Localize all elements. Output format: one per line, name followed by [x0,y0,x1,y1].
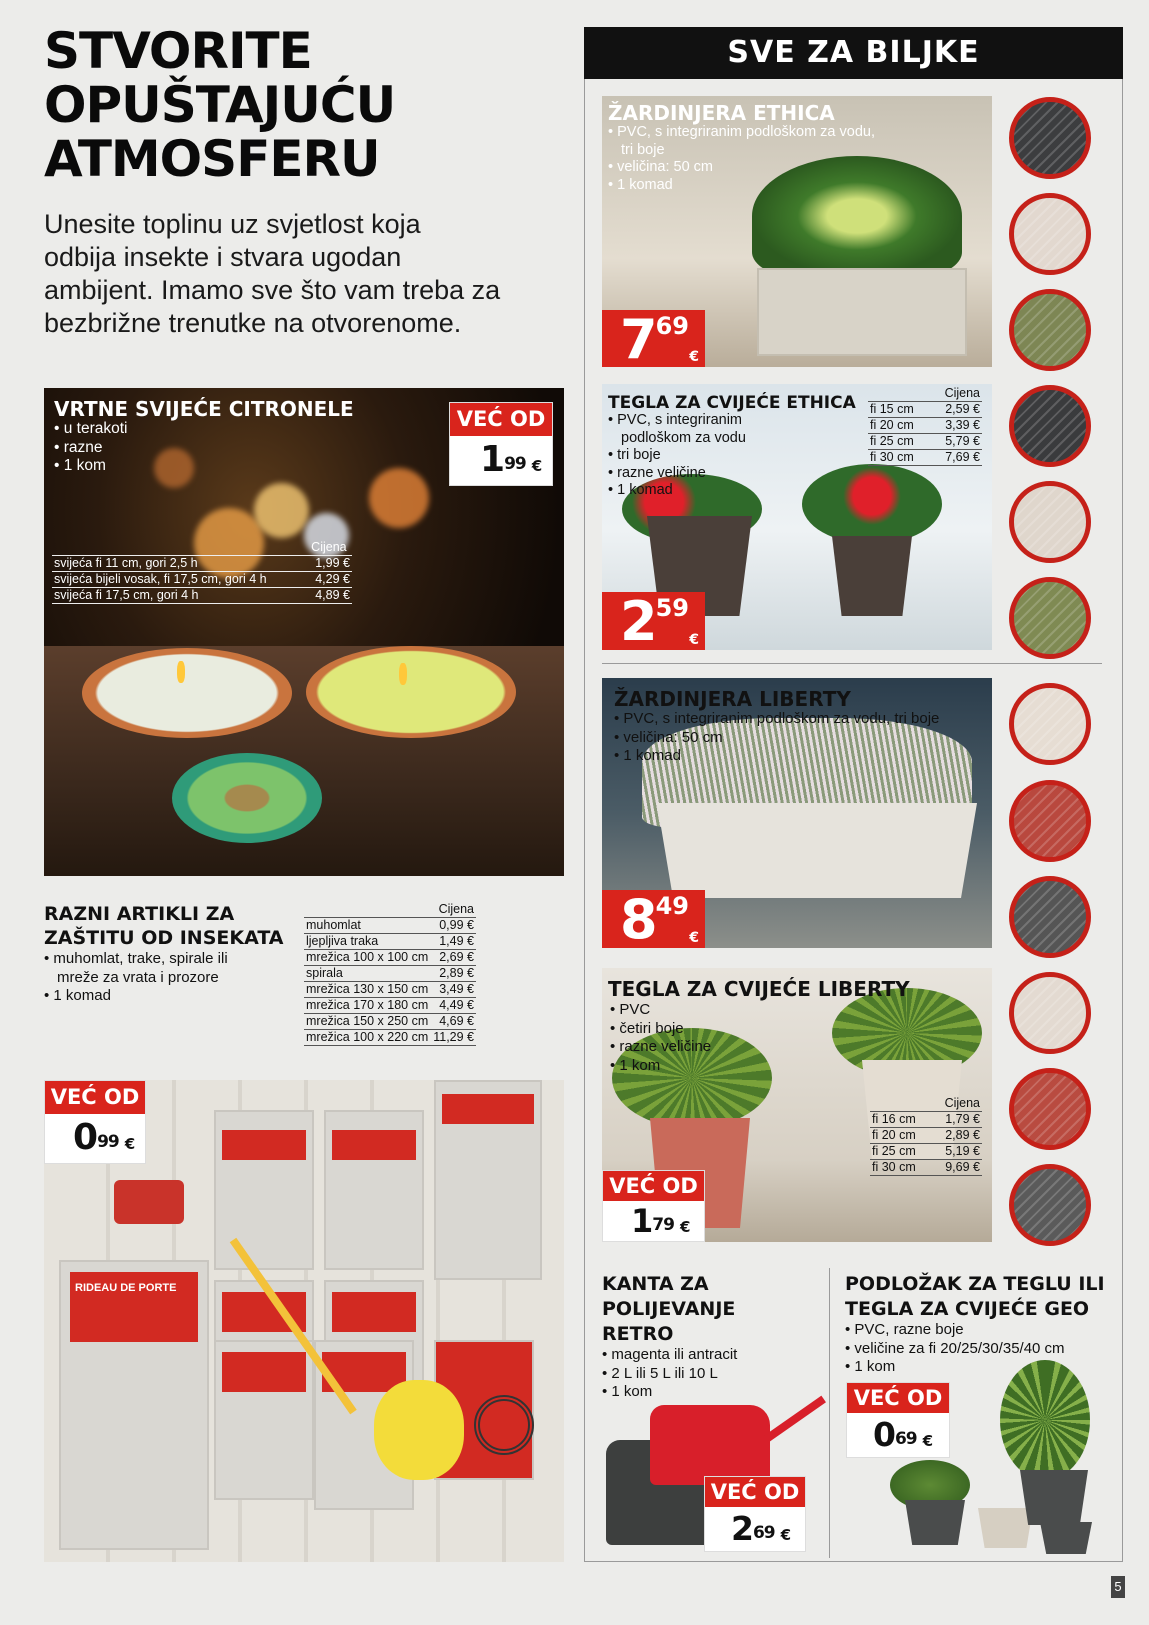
sticky-traps [114,1180,184,1224]
color-swatch [1009,577,1091,659]
bullet: • 1 komad [44,987,228,1006]
bullet: • PVC [610,1001,711,1020]
currency: € [922,1432,933,1450]
bullet: • veličina: 50 cm [614,729,939,748]
table-row: fi 20 cm 2,89 € [872,1128,980,1142]
table-row: svijeća fi 17,5 cm, gori 4 h 4,89 € [54,588,350,602]
price-tag [602,1170,705,1242]
color-swatch [1009,1164,1091,1246]
tegla-ethica-table [868,386,982,466]
bullet: • 1 komad [608,482,746,500]
divider [829,1268,830,1558]
table-row: fi 30 cm 7,69 € [870,450,980,464]
price-dec: 79 [652,1215,674,1235]
price-int: 2 [620,590,656,653]
headline-line: STVORITE [44,22,312,80]
bokeh-light [154,448,194,488]
net-box [324,1110,424,1270]
table-row: muhomlat 0,99 € [306,918,474,932]
net-box [214,1340,314,1500]
page-number: 5 [1111,1576,1125,1598]
bullet: • muhomlat, trake, spirale ili [44,950,228,969]
headline [44,24,544,186]
currency: € [689,930,699,946]
table-row: fi 30 cm 9,69 € [872,1160,980,1174]
color-swatch [1009,193,1091,275]
kanta-bullets [602,1346,737,1402]
candles-bullets [54,420,128,476]
headline-line: OPUŠTAJUĆU [44,76,396,134]
insect-price-table [304,902,476,1046]
price-int: 0 [873,1415,895,1454]
color-swatch [1009,1068,1091,1150]
geo-pot [1040,1522,1092,1554]
price-tag [602,590,705,653]
title-line: PODLOŽAK ZA TEGLU ILI [845,1273,1105,1295]
candles-title: VRTNE SVIJEĆE CITRONELE [54,397,354,421]
net-box [434,1080,542,1280]
candle-terracotta [306,646,516,738]
title-line: ZAŠTITU OD INSEKATA [44,927,284,949]
price-dec: 69 [894,1429,917,1449]
color-swatch [1009,289,1091,371]
price-int: 1 [480,439,505,480]
table-row: mrežica 100 x 220 cm 11,29 € [306,1030,474,1044]
from-label: VEĆ OD [847,1383,949,1413]
tegla-liberty-table [870,1096,982,1176]
box-label: RIDEAU DE PORTE [75,1282,177,1294]
table-row: svijeća bijeli vosak, fi 17,5 cm, gori 4 h 4,29 € [54,572,350,586]
currency: € [689,349,699,365]
bokeh-light [254,483,309,538]
planter-box [757,268,967,356]
color-swatch [1009,876,1091,958]
watering-can-magenta [650,1405,770,1485]
bullet: • razne veličine [608,465,746,483]
table-header: Cijena [930,386,982,402]
title-line: RAZNI ARTIKLI ZA [44,903,235,925]
geo-pot [905,1500,965,1545]
product-bullets [608,412,746,500]
geo-pot [1020,1470,1088,1525]
bullet: • veličina: 50 cm [608,159,875,177]
mosquito-coil [474,1395,534,1455]
insect-bullets [44,950,228,1006]
headline-line: ATMOSFERU [44,130,380,188]
price-dec: 49 [655,892,689,920]
candle-terracotta [82,648,292,738]
price-dec: 69 [655,312,689,340]
price [847,1413,949,1463]
bullet-cont: tri boje [621,141,665,158]
from-label: VEĆ OD [450,403,552,436]
kanta-title [602,1272,735,1347]
bullet-cont: podloškom za vodu [621,429,746,446]
table-row: mrežica 100 x 100 cm 2,69 € [306,950,474,964]
podlozak-price-tag [846,1382,950,1458]
from-label: VEĆ OD [45,1081,145,1114]
product-title: TEGLA ZA CVIJEĆE ETHICA [608,393,856,413]
price-int: 1 [631,1202,653,1240]
table-row: fi 16 cm 1,79 € [872,1112,980,1126]
flowers [802,464,942,544]
candles-price-table [52,540,352,604]
divider [602,663,1102,664]
price-dec: 99 [97,1132,119,1152]
price-tag [602,308,705,371]
bullet-cont: mreže za vrata i prozore [57,968,219,986]
bullet: • u terakoti [54,420,128,439]
geo-pot [978,1508,1033,1548]
title-line: KANTA ZA [602,1273,709,1295]
price-tag [602,888,705,951]
candle-flame [177,661,185,683]
from-label: VEĆ OD [603,1171,704,1201]
table-row: mrežica 130 x 150 cm 3,49 € [306,982,474,996]
section-title: SVE ZA BILJKE [584,27,1123,79]
bullet: • PVC, razne boje [845,1321,1065,1340]
product-title: TEGLA ZA CVIJEĆE LIBERTY [608,977,910,1001]
table-header: Cijena [931,1096,982,1112]
bullet: • magenta ili antracit [602,1346,737,1365]
currency: € [780,1526,791,1544]
price-dec: 69 [752,1523,775,1543]
price-int: 7 [620,308,656,371]
from-label: VEĆ OD [705,1477,805,1507]
color-swatch [1009,481,1091,563]
color-swatch [1009,683,1091,765]
price-dec: 59 [655,594,689,622]
citronella-tin [172,753,322,843]
table-row: mrežica 170 x 180 cm 4,49 € [306,998,474,1012]
price-int: 2 [731,1509,753,1548]
bullet: • 1 komad [614,747,939,766]
candles-price-tag [449,402,553,486]
title-line: TEGLA ZA CVIJEĆE GEO [845,1298,1090,1320]
bullet: • PVC, s integriranim [608,412,746,430]
color-swatch [1009,972,1091,1054]
table-row: spirala 2,89 € [306,966,474,980]
bullet: • 1 kom [602,1383,737,1402]
price [603,1201,704,1247]
bullet: • 1 kom [845,1358,1065,1377]
podlozak-title [845,1272,1105,1322]
door-curtain-box [59,1260,209,1550]
table-row: mrežica 150 x 250 cm 4,69 € [306,1014,474,1028]
table-header: Cijena [431,902,476,918]
insect-price-tag [44,1080,146,1164]
bullet: • 1 kom [610,1057,711,1076]
insect-title [44,902,284,950]
currency: € [531,457,542,475]
price-dec: 99 [504,454,526,474]
intro-line: Unesite toplinu uz svjetlost koja [44,209,421,239]
bullet: • PVC, s integriranim podloškom za vodu, tri boje [614,710,939,729]
kanta-price-tag [704,1476,806,1552]
bullet: • 2 L ili 5 L ili 10 L [602,1365,737,1384]
price-int: 8 [620,888,656,951]
price [450,436,552,490]
intro-line: odbija insekte i stvara ugodan [44,242,402,272]
product-bullets [608,124,875,194]
product-bullets [610,1001,711,1075]
price [45,1114,145,1168]
bullet: • tri boje [608,447,746,465]
currency: € [124,1135,135,1153]
title-line: POLIJEVANJE [602,1298,736,1320]
color-swatch [1009,97,1091,179]
bullet: • razne [54,439,128,458]
intro-line: bezbrižne trenutke na otvorenome. [44,308,462,338]
currency: € [679,1218,690,1236]
candle-flame [399,663,407,685]
intro-text [44,208,564,340]
table-row: svijeća fi 11 cm, gori 2,5 h 1,99 € [54,556,350,570]
table-row: fi 15 cm 2,59 € [870,402,980,416]
bullet: • 1 kom [54,457,128,476]
product-title: ŽARDINJERA LIBERTY [614,687,851,711]
color-swatch [1009,780,1091,862]
table-row: ljepljiva traka 1,49 € [306,934,474,948]
flower-pot [832,536,912,616]
intro-line: ambijent. Imamo sve što vam treba za [44,275,501,305]
net-box [214,1110,314,1270]
table-header: Cijena [306,540,352,556]
table-row: fi 20 cm 3,39 € [870,418,980,432]
price [705,1507,805,1557]
product-title: ŽARDINJERA ETHICA [608,101,835,125]
geo-plant [1000,1360,1090,1480]
price-int: 0 [73,1117,98,1158]
title-line: RETRO [602,1323,674,1345]
table-row: fi 25 cm 5,19 € [872,1144,980,1158]
bullet: • 1 komad [608,177,875,195]
bullet: • veličine za fi 20/25/30/35/40 cm [845,1340,1065,1359]
planter-box [657,803,977,898]
product-bullets [614,710,939,766]
bullet: • razne veličine [610,1038,711,1057]
color-swatch [1009,385,1091,467]
bullet: • četiri boje [610,1020,711,1039]
currency: € [689,632,699,648]
fly-swatter-head [374,1380,464,1480]
bullet: • PVC, s integriranim podloškom za vodu, [608,124,875,142]
bokeh-light [369,468,429,528]
table-row: fi 25 cm 5,79 € [870,434,980,448]
